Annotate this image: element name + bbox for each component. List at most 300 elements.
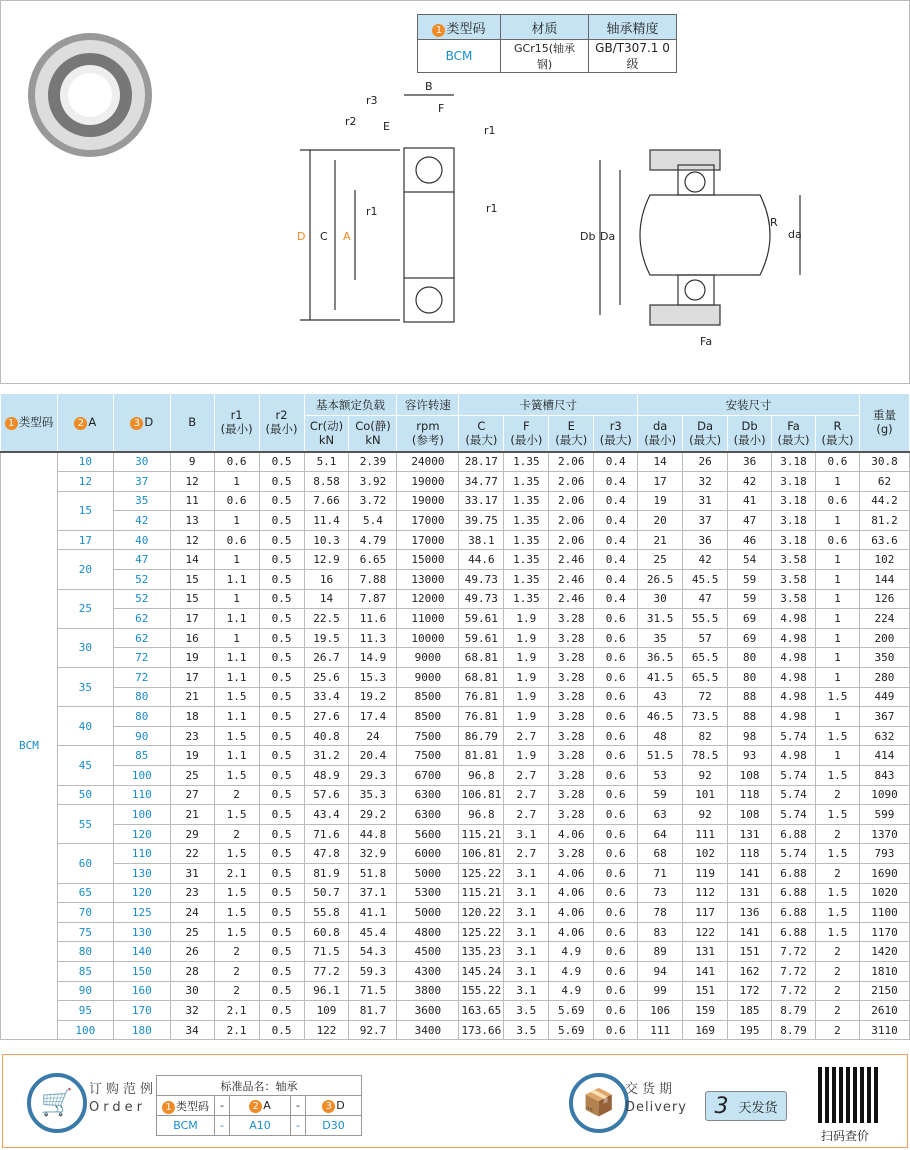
- spec-table: 1 类型码 材质 轴承精度 BCM GCr15(轴承钢) GB/T307.1 0级: [417, 14, 677, 73]
- table-cell: 1690: [859, 863, 909, 883]
- table-cell: 125.22: [459, 922, 504, 942]
- table-row: [1, 530, 910, 550]
- table-cell: 62: [113, 609, 170, 629]
- table-cell: 1.35: [504, 491, 549, 511]
- table-cell: 350: [859, 648, 909, 668]
- table-cell: 21: [638, 530, 683, 550]
- cell-A: 55: [57, 805, 113, 844]
- table-cell: 3.1: [504, 942, 549, 962]
- table-cell: 40.8: [304, 726, 349, 746]
- table-cell: 0.5: [259, 942, 304, 962]
- table-cell: 0.5: [259, 883, 304, 903]
- table-row: [1, 1020, 910, 1040]
- table-cell: 11.3: [349, 628, 397, 648]
- table-cell: 1: [816, 609, 860, 629]
- table-cell: 51.5: [638, 746, 683, 766]
- table-cell: 0.6: [594, 766, 638, 786]
- table-cell: 3.28: [549, 648, 594, 668]
- table-row: [1, 942, 910, 962]
- table-cell: 3.18: [772, 530, 816, 550]
- table-cell: 0.6: [594, 863, 638, 883]
- table-cell: 4.98: [772, 746, 816, 766]
- table-cell: 31.5: [638, 609, 683, 629]
- table-cell: 3.1: [504, 863, 549, 883]
- table-cell: 4.98: [772, 628, 816, 648]
- th-C: C (最大): [459, 416, 504, 452]
- table-cell: 3.28: [549, 628, 594, 648]
- table-cell: 34.77: [459, 472, 504, 492]
- table-cell: 185: [728, 1001, 772, 1021]
- table-cell: 1.5: [214, 922, 259, 942]
- table-cell: 28.17: [459, 452, 504, 472]
- table-cell: 5.69: [549, 1020, 594, 1040]
- table-cell: 3600: [397, 1001, 459, 1021]
- table-cell: 7500: [397, 726, 459, 746]
- table-cell: 22: [170, 844, 214, 864]
- table-cell: 31: [170, 863, 214, 883]
- table-cell: 3.1: [504, 824, 549, 844]
- cell-A: 25: [57, 589, 113, 628]
- table-cell: 150: [113, 961, 170, 981]
- table-cell: 3.58: [772, 550, 816, 570]
- table-cell: 2: [816, 961, 860, 981]
- table-cell: 1.35: [504, 472, 549, 492]
- table-row: [1, 707, 910, 727]
- table-cell: 3.28: [549, 687, 594, 707]
- table-cell: 0.6: [594, 687, 638, 707]
- table-cell: 120: [113, 824, 170, 844]
- table-row: [1, 668, 910, 688]
- spec-header-material: 材质: [501, 15, 589, 40]
- th-E: E (最大): [549, 416, 594, 452]
- table-cell: 6000: [397, 844, 459, 864]
- table-cell: 2.06: [549, 530, 594, 550]
- table-cell: 1.5: [214, 687, 259, 707]
- table-cell: 0.5: [259, 785, 304, 805]
- table-cell: 1.1: [214, 668, 259, 688]
- table-cell: 30: [113, 452, 170, 472]
- th-load: 基本额定负载: [304, 394, 397, 416]
- table-cell: 6300: [397, 785, 459, 805]
- table-cell: 2.1: [214, 1020, 259, 1040]
- table-cell: 99: [638, 981, 683, 1001]
- table-cell: 5.74: [772, 805, 816, 825]
- cell-A: 95: [57, 1001, 113, 1021]
- cell-A: 90: [57, 981, 113, 1001]
- table-cell: 90: [113, 726, 170, 746]
- table-cell: 109: [304, 1001, 349, 1021]
- table-cell: 3.18: [772, 511, 816, 531]
- spec-type: BCM: [418, 40, 501, 73]
- table-cell: 3.18: [772, 472, 816, 492]
- table-cell: 24: [349, 726, 397, 746]
- table-cell: 80: [113, 707, 170, 727]
- table-cell: 5.74: [772, 844, 816, 864]
- table-cell: 0.6: [594, 981, 638, 1001]
- table-cell: 44.2: [859, 491, 909, 511]
- table-cell: 48.9: [304, 766, 349, 786]
- table-cell: 15000: [397, 550, 459, 570]
- table-cell: 6.65: [349, 550, 397, 570]
- table-cell: 6.88: [772, 883, 816, 903]
- table-cell: 110: [113, 785, 170, 805]
- table-cell: 0.4: [594, 570, 638, 590]
- th-type: 类型码: [18, 414, 54, 429]
- table-cell: 0.6: [594, 961, 638, 981]
- th-Fa: Fa (最大): [772, 416, 816, 452]
- table-cell: 3.28: [549, 805, 594, 825]
- label-da: da: [788, 228, 802, 241]
- table-cell: 2.7: [504, 766, 549, 786]
- table-cell: 12.9: [304, 550, 349, 570]
- table-cell: 3.18: [772, 491, 816, 511]
- table-cell: 27.6: [304, 707, 349, 727]
- table-cell: 0.5: [259, 472, 304, 492]
- table-cell: 41.5: [638, 668, 683, 688]
- table-cell: 81.81: [459, 746, 504, 766]
- table-cell: 3.18: [772, 452, 816, 472]
- table-cell: 5.4: [349, 511, 397, 531]
- table-cell: 2.7: [504, 726, 549, 746]
- table-cell: 151: [683, 981, 728, 1001]
- table-cell: 25: [170, 922, 214, 942]
- table-cell: 7.87: [349, 589, 397, 609]
- table-cell: 1: [214, 628, 259, 648]
- table-cell: 0.5: [259, 824, 304, 844]
- table-cell: 53: [638, 766, 683, 786]
- table-cell: 81.2: [859, 511, 909, 531]
- table-cell: 3.1: [504, 961, 549, 981]
- table-cell: 71: [638, 863, 683, 883]
- table-cell: 0.6: [214, 491, 259, 511]
- th-groove: 卡簧槽尺寸: [459, 394, 638, 416]
- th-Co: Co(静) kN: [349, 416, 397, 452]
- th-F: F (最小): [504, 416, 549, 452]
- cart-icon: 🛒: [27, 1073, 87, 1133]
- table-cell: 72: [113, 668, 170, 688]
- table-cell: 0.6: [594, 726, 638, 746]
- table-cell: 86.79: [459, 726, 504, 746]
- th-D: D: [144, 414, 154, 429]
- table-cell: 88: [728, 707, 772, 727]
- table-cell: 151: [728, 942, 772, 962]
- table-cell: 0.4: [594, 472, 638, 492]
- type-cell: BCM: [1, 452, 58, 1040]
- table-cell: 5.74: [772, 785, 816, 805]
- cell-A: 50: [57, 785, 113, 805]
- table-cell: 101: [683, 785, 728, 805]
- table-cell: 25: [170, 766, 214, 786]
- table-cell: 54: [728, 550, 772, 570]
- table-cell: 76.81: [459, 687, 504, 707]
- table-cell: 37.1: [349, 883, 397, 903]
- table-cell: 63: [638, 805, 683, 825]
- table-cell: 1.5: [816, 687, 860, 707]
- table-cell: 163.65: [459, 1001, 504, 1021]
- table-cell: 17000: [397, 511, 459, 531]
- table-cell: 2: [214, 942, 259, 962]
- table-cell: 7.72: [772, 961, 816, 981]
- table-cell: 131: [683, 942, 728, 962]
- table-cell: 82: [683, 726, 728, 746]
- table-cell: 140: [113, 942, 170, 962]
- table-cell: 26.7: [304, 648, 349, 668]
- cell-A: 60: [57, 844, 113, 883]
- table-cell: 0.5: [259, 707, 304, 727]
- table-cell: 120.22: [459, 903, 504, 923]
- table-cell: 9000: [397, 648, 459, 668]
- table-cell: 0.5: [259, 961, 304, 981]
- table-cell: 0.5: [259, 844, 304, 864]
- table-cell: 59: [728, 570, 772, 590]
- table-cell: 83: [638, 922, 683, 942]
- table-cell: 0.5: [259, 609, 304, 629]
- table-cell: 17000: [397, 530, 459, 550]
- table-cell: 170: [113, 1001, 170, 1021]
- table-cell: 169: [683, 1020, 728, 1040]
- table-cell: 1: [816, 668, 860, 688]
- table-cell: 41: [728, 491, 772, 511]
- table-cell: 59: [638, 785, 683, 805]
- cell-A: 40: [57, 707, 113, 746]
- table-cell: 5.69: [549, 1001, 594, 1021]
- table-cell: 1: [816, 746, 860, 766]
- delivery-badge: 3 天发货: [705, 1091, 787, 1121]
- table-cell: 15: [170, 589, 214, 609]
- th-install: 安装尺寸: [638, 394, 860, 416]
- table-row: [1, 687, 910, 707]
- table-cell: 3.28: [549, 766, 594, 786]
- table-cell: 1.5: [816, 766, 860, 786]
- table-cell: 1.1: [214, 609, 259, 629]
- label-r1-inner: r1: [366, 205, 378, 218]
- table-cell: 13: [170, 511, 214, 531]
- label-r1-outer: r1: [486, 202, 498, 215]
- table-cell: 0.6: [594, 883, 638, 903]
- table-cell: 2: [214, 785, 259, 805]
- table-cell: 32: [170, 1001, 214, 1021]
- table-row: [1, 452, 910, 472]
- th-rpm: rpm (参考): [397, 416, 459, 452]
- th-R: R (最大): [816, 416, 860, 452]
- table-cell: 0.6: [594, 785, 638, 805]
- table-cell: 19: [170, 746, 214, 766]
- qr-label: 扫码查价: [821, 1129, 870, 1143]
- table-cell: 1.9: [504, 746, 549, 766]
- table-cell: 108: [728, 805, 772, 825]
- table-cell: 14.9: [349, 648, 397, 668]
- table-cell: 43.4: [304, 805, 349, 825]
- label-Fa: Fa: [700, 335, 713, 348]
- table-cell: 16: [170, 628, 214, 648]
- table-row: [1, 589, 910, 609]
- table-cell: 17.4: [349, 707, 397, 727]
- table-cell: 2: [816, 1020, 860, 1040]
- table-cell: 1.5: [816, 883, 860, 903]
- table-cell: 4.9: [549, 981, 594, 1001]
- table-cell: 3.28: [549, 785, 594, 805]
- table-cell: 4.98: [772, 687, 816, 707]
- table-cell: 172: [728, 981, 772, 1001]
- table-cell: 96.8: [459, 766, 504, 786]
- table-cell: 3.28: [549, 668, 594, 688]
- table-cell: 35.3: [349, 785, 397, 805]
- table-cell: 0.5: [259, 805, 304, 825]
- table-cell: 5600: [397, 824, 459, 844]
- cell-A: 17: [57, 530, 113, 550]
- table-cell: 30: [170, 981, 214, 1001]
- table-cell: 106: [638, 1001, 683, 1021]
- table-cell: 0.5: [259, 746, 304, 766]
- table-cell: 173.66: [459, 1020, 504, 1040]
- table-cell: 19.5: [304, 628, 349, 648]
- label-F: F: [438, 102, 445, 115]
- cell-A: 45: [57, 746, 113, 785]
- table-cell: 0.5: [259, 530, 304, 550]
- table-cell: 5.1: [304, 452, 349, 472]
- spec-material: GCr15(轴承钢): [501, 40, 589, 73]
- table-cell: 37: [683, 511, 728, 531]
- table-cell: 92.7: [349, 1020, 397, 1040]
- table-cell: 2: [816, 824, 860, 844]
- table-cell: 14: [304, 589, 349, 609]
- th-Cr: Cr(动) kN: [304, 416, 349, 452]
- table-cell: 2.46: [549, 570, 594, 590]
- table-cell: 78.5: [683, 746, 728, 766]
- table-cell: 47: [683, 589, 728, 609]
- table-cell: 0.5: [259, 628, 304, 648]
- cell-A: 20: [57, 550, 113, 589]
- table-cell: 37: [113, 472, 170, 492]
- table-cell: 59.61: [459, 609, 504, 629]
- th-r1: r1 (最小): [214, 394, 259, 452]
- table-cell: 94: [638, 961, 683, 981]
- installation-drawing: [600, 150, 800, 325]
- table-cell: 159: [683, 1001, 728, 1021]
- table-cell: 35: [638, 628, 683, 648]
- table-cell: 25: [638, 550, 683, 570]
- table-cell: 102: [859, 550, 909, 570]
- order-example-table: 标准品名：轴承 1 类型码 - 2 A - 3 D BCM - A10 - D30: [156, 1075, 362, 1136]
- table-cell: 1: [816, 589, 860, 609]
- table-cell: 0.4: [594, 550, 638, 570]
- table-cell: 0.6: [594, 844, 638, 864]
- table-cell: 118: [728, 785, 772, 805]
- table-cell: 96.1: [304, 981, 349, 1001]
- table-cell: 0.5: [259, 687, 304, 707]
- table-cell: 106.81: [459, 844, 504, 864]
- table-cell: 88: [728, 687, 772, 707]
- table-cell: 3.5: [504, 1001, 549, 1021]
- table-cell: 68.81: [459, 668, 504, 688]
- table-cell: 35: [113, 491, 170, 511]
- table-cell: 68.81: [459, 648, 504, 668]
- table-cell: 80: [113, 687, 170, 707]
- table-cell: 1.5: [214, 903, 259, 923]
- table-cell: 843: [859, 766, 909, 786]
- table-cell: 72: [683, 687, 728, 707]
- table-cell: 3.5: [504, 1020, 549, 1040]
- table-cell: 793: [859, 844, 909, 864]
- table-cell: 45.4: [349, 922, 397, 942]
- table-cell: 2.46: [549, 550, 594, 570]
- table-cell: 4.98: [772, 707, 816, 727]
- table-cell: 62: [859, 472, 909, 492]
- qr-code-icon[interactable]: [818, 1067, 878, 1123]
- table-cell: 0.5: [259, 668, 304, 688]
- label-R: R: [770, 216, 778, 229]
- table-cell: 17: [170, 668, 214, 688]
- table-cell: 2.1: [214, 863, 259, 883]
- table-cell: 2.06: [549, 472, 594, 492]
- th-speed: 容许转速: [397, 394, 459, 416]
- table-cell: 5.74: [772, 726, 816, 746]
- table-cell: 20.4: [349, 746, 397, 766]
- table-cell: 0.5: [259, 726, 304, 746]
- table-row: [1, 570, 910, 590]
- table-cell: 59.3: [349, 961, 397, 981]
- cell-A: 85: [57, 961, 113, 981]
- table-cell: 19: [170, 648, 214, 668]
- table-cell: 0.6: [594, 746, 638, 766]
- table-cell: 89: [638, 942, 683, 962]
- table-cell: 2: [816, 1001, 860, 1021]
- table-cell: 30.8: [859, 452, 909, 472]
- table-cell: 22.5: [304, 609, 349, 629]
- table-cell: 131: [728, 824, 772, 844]
- label-D: D: [297, 230, 306, 243]
- table-cell: 73.5: [683, 707, 728, 727]
- table-cell: 32: [683, 472, 728, 492]
- table-cell: 0.5: [259, 903, 304, 923]
- table-cell: 0.4: [594, 491, 638, 511]
- cell-A: 12: [57, 472, 113, 492]
- table-cell: 4300: [397, 961, 459, 981]
- table-cell: 32.9: [349, 844, 397, 864]
- table-cell: 3.92: [349, 472, 397, 492]
- label-B: B: [425, 80, 433, 93]
- table-cell: 4.79: [349, 530, 397, 550]
- table-cell: 15.3: [349, 668, 397, 688]
- table-cell: 49.73: [459, 589, 504, 609]
- table-cell: 599: [859, 805, 909, 825]
- spec-header-type: 类型码: [446, 21, 486, 37]
- table-row: [1, 491, 910, 511]
- table-cell: 110: [113, 844, 170, 864]
- table-cell: 1810: [859, 961, 909, 981]
- delivery-title: 交货期 Delivery: [625, 1082, 687, 1115]
- table-cell: 0.6: [594, 1001, 638, 1021]
- table-cell: 0.5: [259, 1001, 304, 1021]
- table-cell: 29.3: [349, 766, 397, 786]
- cell-A: 75: [57, 922, 113, 942]
- table-cell: 11000: [397, 609, 459, 629]
- table-cell: 1.5: [214, 726, 259, 746]
- table-cell: 1.35: [504, 570, 549, 590]
- table-cell: 0.6: [594, 609, 638, 629]
- table-cell: 93: [728, 746, 772, 766]
- table-cell: 7.72: [772, 942, 816, 962]
- table-cell: 2.7: [504, 785, 549, 805]
- table-cell: 12: [170, 530, 214, 550]
- table-cell: 39.75: [459, 511, 504, 531]
- table-cell: 72: [113, 648, 170, 668]
- table-cell: 2.06: [549, 491, 594, 511]
- table-cell: 80: [728, 668, 772, 688]
- table-cell: 31: [683, 491, 728, 511]
- table-cell: 1: [816, 707, 860, 727]
- table-cell: 71.5: [349, 981, 397, 1001]
